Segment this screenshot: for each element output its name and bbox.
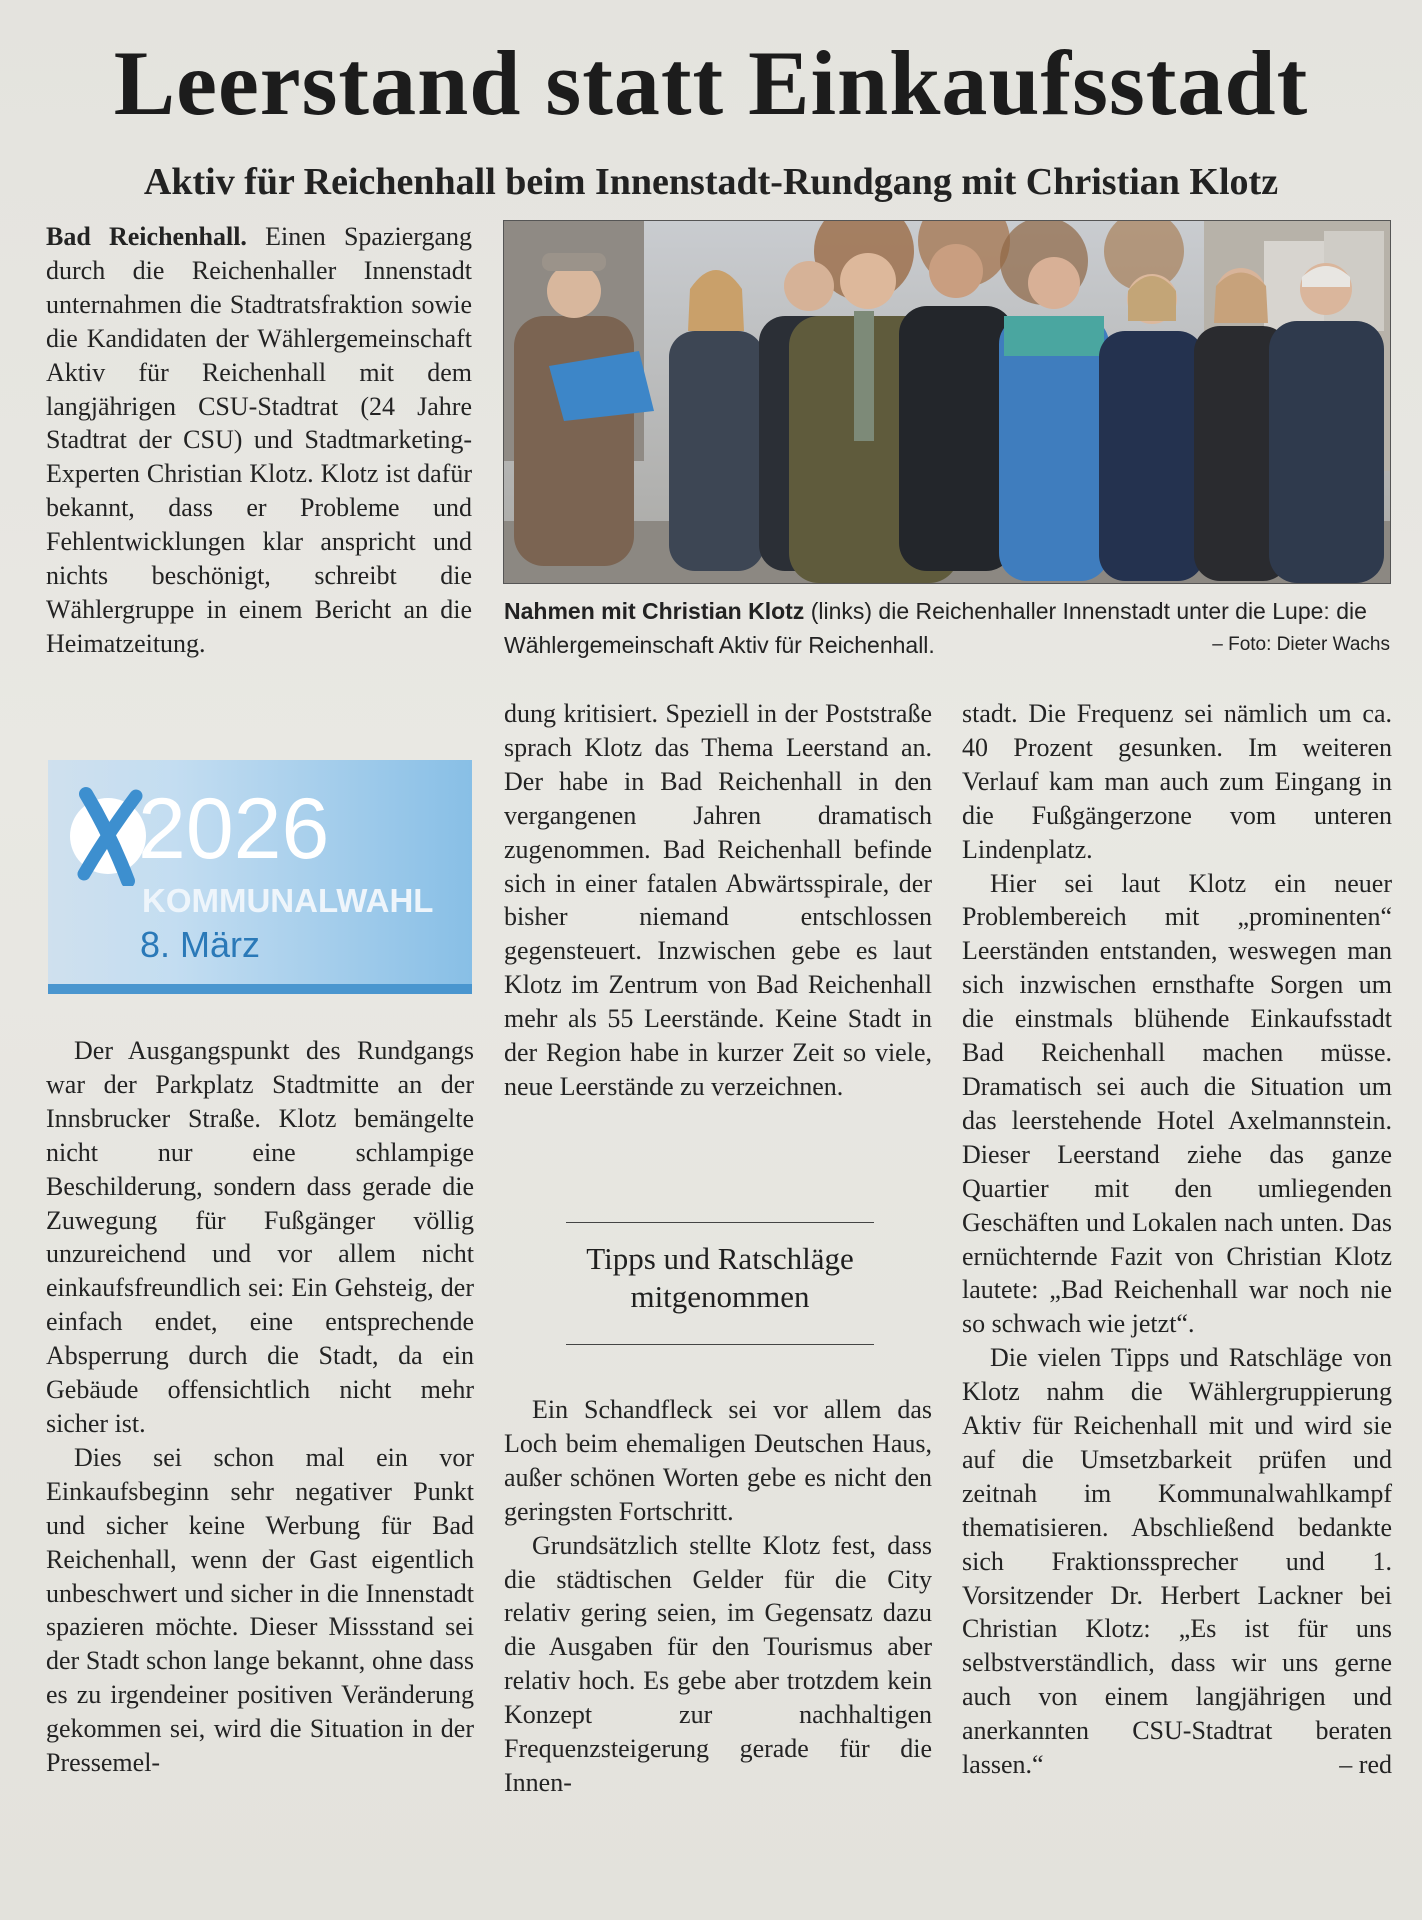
badge-title: KOMMUNALWAHL: [142, 882, 434, 919]
paragraph: Grundsätzlich stellte Klotz fest, dass die städtischen Gelder für die City relativ gering seien, im Gegensatz dazu die Ausgaben für den Tourismus aber relativ hoch. Es gebe aber trotzdem kein Konzept zur nachhaltigen Frequenzsteigerung gerade für die Innen-: [504, 1530, 932, 1797]
intertitle: Tipps und Ratschläge mitgenommen: [586, 1241, 854, 1314]
paragraph: dung kritisiert. Speziell in der Poststraße sprach Klotz das Thema Leerstand an. Der habe in Bad Reichenhall in den vergangenen Jahren dramatisch zugenommen. Bad Reichenhall befinde sich in einer fatalen Abwärtsspirale, der bisher niemand entschlossen gegensteuert. Inzwischen gebe es laut Klotz im Zentrum von Bad Reichenhall mehr als 55 Leerstände. Keine Stadt in der Region habe in kurzer Zeit so viele, neue Leerstände zu verzeichnen.: [504, 699, 932, 1101]
intertitle-rule-bottom: [566, 1344, 874, 1345]
article-column-3: [962, 697, 1392, 1782]
intertitle-rule-top: [566, 1222, 874, 1223]
photo-credit: – Foto: Dieter Wachs: [1212, 634, 1390, 655]
badge-date: 8. März: [140, 924, 261, 965]
paragraph: [962, 1341, 1392, 1782]
photo-caption: [504, 594, 1392, 662]
paragraph: Hier sei laut Klotz ein neuer Problembereich mit „prominenten“ Leerständen entstanden, weswegen man sich inzwischen ernsthafte Sorgen um die einstmals blühende Einkaufsstadt Bad Reichenhall machen müsse. Dramatisch sei auch die Situation um das leerstehende Hotel Axelmannstein. Dieser Leerstand ziehe das ganze Quartier mit den umliegenden Geschäften und Lokalen nach unten. Das ernüchternde Fazit von Christian Klotz lautete: „Bad Reichenhall war noch nie so schwach wie jetzt“.: [962, 868, 1392, 1339]
badge-stripe: [48, 984, 472, 994]
article-column-1-upper: [46, 220, 472, 661]
lead-paragraph: [46, 220, 472, 661]
lead-text: Einen Spaziergang durch die Reichenhaller Innenstadt unternahmen die Stadtratsfraktion sowie die Kandidaten der Wählergemeinschaft Aktiv für Reichenhall mit dem langjährigen CSU-Stadtrat (24 Jahre Stadtrat der CSU) und Stadtmarketing-Experten Christian Klotz. Klotz ist dafür bekannt, dass er Probleme und Fehlentwicklungen klar anspricht und nichts beschönigt, schreibt die Wählergruppe in einem Bericht an die Heimatzeitung.: [46, 222, 472, 658]
paragraph: stadt. Die Frequenz sei nämlich um ca. 40 Prozent gesunken. Im weiteren Verlauf kam man auch zum Eingang in die Fußgängerzone vom unteren Lindenplatz.: [962, 699, 1392, 864]
group-photo: [503, 220, 1391, 584]
paragraph: Dies sei schon mal ein vor Einkaufsbeginn sehr negativer Punkt und sicher keine Werbung für Bad Reichenhall, wenn der Gast eigentlich unbeschwert und sicher in die Innenstadt spazieren möchte. Dieser Missstand sei der Stadt schon lange bekannt, ohne dass es zu irgendeiner positiven Veränderung gekommen sei, wird die Situation in der Pressemel-: [46, 1442, 474, 1778]
author-signature: – red: [1339, 1750, 1392, 1780]
caption-text: (links) die Reichenhaller Innenstadt unter die Lupe: die Wählergemeinschaft Aktiv für Reichenhall.: [504, 598, 1367, 658]
article-column-1-lower: [46, 1034, 474, 1780]
headline: Leerstand statt Einkaufsstadt: [113, 32, 1309, 134]
caption-bold: Nahmen mit Christian Klotz: [504, 598, 805, 624]
subheadline: Aktiv für Reichenhall beim Innenstadt-Rundgang mit Christian Klotz: [143, 161, 1279, 203]
badge-year: 2026: [138, 781, 330, 877]
paragraph: Ein Schandfleck sei vor allem das Loch beim ehemaligen Deutschen Haus, außer schönen Worten gebe es nicht den geringsten Fortschritt.: [504, 1395, 932, 1526]
dateline: Bad Reichenhall.: [46, 222, 247, 251]
article-column-2-upper: [504, 697, 932, 1104]
paragraph: Der Ausgangspunkt des Rundgangs war der Parkplatz Stadtmitte an der Innsbrucker Straße. Klotz bemängelte nicht nur eine schlampige Beschilderung, sondern dass gerade die Zuwegung für Fußgänger völlig unzureichend und vor allem nicht einkaufsfreundlich sei: Ein Gehsteig, der einfach endet, eine entsprechende Absperrung durch die Stadt, da ein Gebäude offensichtlich nicht mehr sicher ist.: [46, 1036, 474, 1438]
kommunalwahl-badge: [48, 760, 472, 994]
article-column-2-lower: [504, 1393, 932, 1800]
group-photo-illustration: [504, 221, 1390, 583]
paragraph-text: Die vielen Tipps und Ratschläge von Klotz nahm die Wählergruppierung Aktiv für Reichenhall mit und wird sie auf die Umsetzbarkeit prüfen und zeitnah im Kommunalwahlkampf thematisieren. Abschließend bedankte sich Fraktionssprecher und 1. Vorsitzender Dr. Herbert Lackner bei Christian Klotz: „Es ist für uns selbstverständlich, dass wir uns gerne auch von einem langjährigen und anerkannten CSU-Stadtrat beraten lassen.“: [962, 1343, 1392, 1780]
